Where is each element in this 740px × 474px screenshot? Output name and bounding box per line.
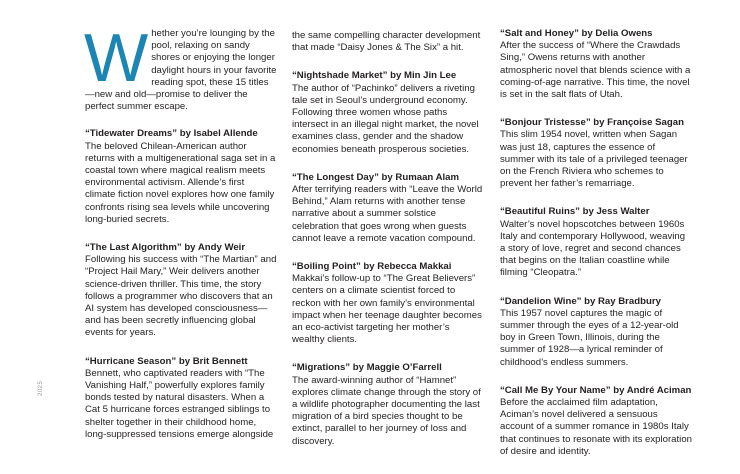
- book-title: “Tidewater Dreams” by Isabel Allende: [85, 128, 258, 140]
- book-description: Makkai’s follow-up to “The Great Believers” centers on a climate scientist forced to reckon with her own family’s environmental impact when her teenage daughter becomes an eco-activist targeting her mother’s wealthy clients.: [292, 273, 482, 346]
- book-title: “The Longest Day” by Rumaan Alam: [292, 171, 460, 183]
- book-entry: [85, 128, 277, 226]
- book-entry: [500, 28, 692, 101]
- intro-paragraph: [84, 20, 277, 113]
- book-entry: [500, 117, 692, 190]
- book-description: After the success of “Where the Crawdads Sing,” Owens returns with another atmospheric novel that blends science with a coming-of-age narrative. This time, the novel is set in the salt flats of Utah.: [500, 40, 691, 101]
- book-description: The award-winning author of “Hamnet” explores climate change through the story of a wildlife photographer documenting the last migration of a bird species thought to be extinct, parallel to her journey of loss and discovery.: [292, 374, 481, 447]
- column-1: [84, 20, 277, 457]
- book-title: “The Last Algorithm” by Andy Weir: [85, 242, 246, 254]
- book-title: “Dandelion Wine” by Ray Bradbury: [500, 295, 661, 307]
- book-description: This 1957 novel captures the magic of summer through the eyes of a 12-year-old boy in Green Town, Illinois, during the summer of 1928—a lyrical reminder of childhood’s endless summers.: [500, 307, 679, 368]
- book-entry: [500, 385, 692, 458]
- book-entry: [292, 261, 484, 346]
- drop-cap: W: [84, 20, 146, 96]
- column-3: [500, 28, 692, 474]
- book-title: “Bonjour Tristesse” by Françoise Sagan: [500, 117, 684, 129]
- book-description: The beloved Chilean-American author returns with a multigenerational saga set in a coastal town where magical realism meets environmental activism. Allende’s first climate fiction novel explores how one family confronts rising sea levels while uncovering long-buried secrets.: [85, 140, 276, 225]
- intro-text: hether you’re lounging by the pool, relaxing on sandy shores or enjoying the longer daylight hours in your favorite reading spot, these 15 titles—new and old—promise to deliver the perfect summer escape.: [85, 28, 277, 113]
- book-description: After terrifying readers with “Leave the World Behind,” Alam returns with another tense narrative about a summer solstice celebration that goes wrong when guests cannot leave a remote vacation compound.: [292, 184, 483, 244]
- book-description: The author of “Pachinko” delivers a riveting tale set in Seoul’s underground economy. Following three women whose paths intersect in an illegal night market, the novel examines class, gender and the shadow economies beneath prosperous societies.: [292, 82, 479, 155]
- book-entry: [500, 296, 692, 369]
- book-description: This slim 1954 novel, written when Sagan was just 18, captures the essence of summer with its tale of a privileged teenager on the French Riviera who schemes to prevent her father’s remarriage.: [500, 129, 688, 190]
- book-description: Bennett, who captivated readers with “The Vanishing Half,” powerfully explores family bonds tested by natural disasters. When a Cat 5 hurricane forces estranged siblings to shelter together in their childhood home, long-suppressed tensions emerge alongside: [85, 367, 274, 440]
- book-entry: [292, 172, 484, 245]
- book-title: “Hurricane Season” by Brit Bennett: [85, 355, 248, 367]
- book-title: “Migrations” by Maggie O’Farrell: [292, 362, 442, 374]
- book-entry: [292, 362, 484, 447]
- book-description: Walter’s novel hopscotches between 1960s Italy and contemporary Hollywood, weaving a story of love, regret and second chances that begins on the Italian coastline while filming “Cleopatra.”: [500, 218, 686, 279]
- book-description: Following his success with “The Martian” and “Project Hail Mary,” Weir delivers another science-driven thriller. This time, the story follows a programmer who discovers that an AI system has developed consciousness—and has been secretly influencing global events for years.: [85, 254, 277, 339]
- book-entry: [85, 356, 277, 441]
- book-title: “Beautiful Ruins” by Jess Walter: [500, 206, 650, 218]
- book-title: “Salt and Honey” by Delia Owens: [500, 28, 653, 39]
- book-entry: [292, 70, 484, 155]
- continued-text: the same compelling character development that made “Daisy Jones & The Six” a hit.: [292, 30, 481, 54]
- book-title: “Call Me By Your Name” by André Aciman: [500, 384, 692, 396]
- page-folio: 2025: [38, 380, 44, 396]
- book-title: “Boiling Point” by Rebecca Makkai: [292, 261, 452, 273]
- book-title: “Nightshade Market” by Min Jin Lee: [292, 70, 457, 82]
- book-description: Before the acclaimed film adaptation, Aciman’s novel delivered a sensuous account of a summer romance in 1980s Italy that continues to resonate with its exploration of desire and identity.: [500, 397, 692, 457]
- column-2: [292, 30, 484, 464]
- book-entry: [500, 206, 692, 279]
- book-entry: [85, 242, 277, 340]
